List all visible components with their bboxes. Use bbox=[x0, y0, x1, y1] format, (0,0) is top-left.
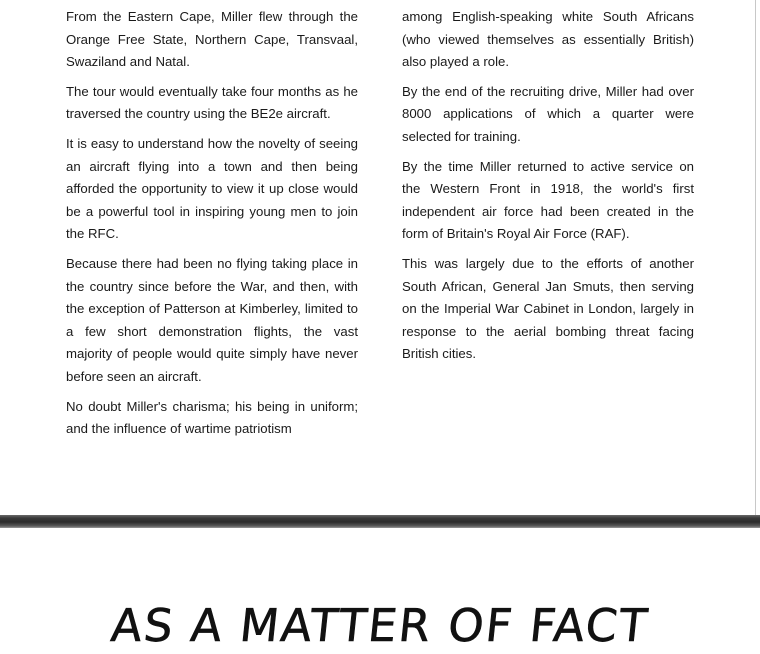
paragraph: The tour would eventually take four months as he traversed the country using the BE2e aircraft. bbox=[66, 83, 358, 122]
paragraph: It is easy to understand how the novelty of seeing an aircraft flying into a town and then being afforded the opportunity to view it up close would be a powerful tool in inspiring young men to join the RFC. bbox=[66, 135, 358, 242]
paragraph: among English-speaking white South Africans (who viewed themselves as essentially British) also played a role. bbox=[402, 9, 694, 70]
paragraph: This was largely due to the efforts of another South African, General Jan Smuts, then serving on the Imperial War Cabinet in London, largely in response to the aerial bombing threat facing British cities. bbox=[402, 255, 694, 362]
paragraph: From the Eastern Cape, Miller flew through the Orange Free State, Northern Cape, Transvaal, Swaziland and Natal. bbox=[66, 9, 358, 70]
paragraph: By the end of the recruiting drive, Miller had over 8000 applications of which a quarter were selected for training. bbox=[402, 83, 694, 144]
paragraph: No doubt Miller's charisma; his being in uniform; and the influence of wartime patriotism bbox=[66, 398, 358, 437]
banner-title: AS A MATTER OF FACT bbox=[108, 599, 652, 652]
page-edge bbox=[755, 0, 756, 515]
left-text-column bbox=[66, 6, 358, 448]
paragraph: Because there had been no flying taking place in the country since before the War, and then, with the exception of Patterson at Kimberley, limited to a few short demonstration flights, the vast majority of people would quite simply have never before seen an aircraft. bbox=[66, 255, 358, 384]
paragraph: By the time Miller returned to active service on the Western Front in 1918, the world's first independent air force had been created in the form of Britain's Royal Air Force (RAF). bbox=[402, 158, 694, 242]
right-text-column bbox=[402, 6, 694, 373]
page-divider bbox=[0, 515, 760, 528]
